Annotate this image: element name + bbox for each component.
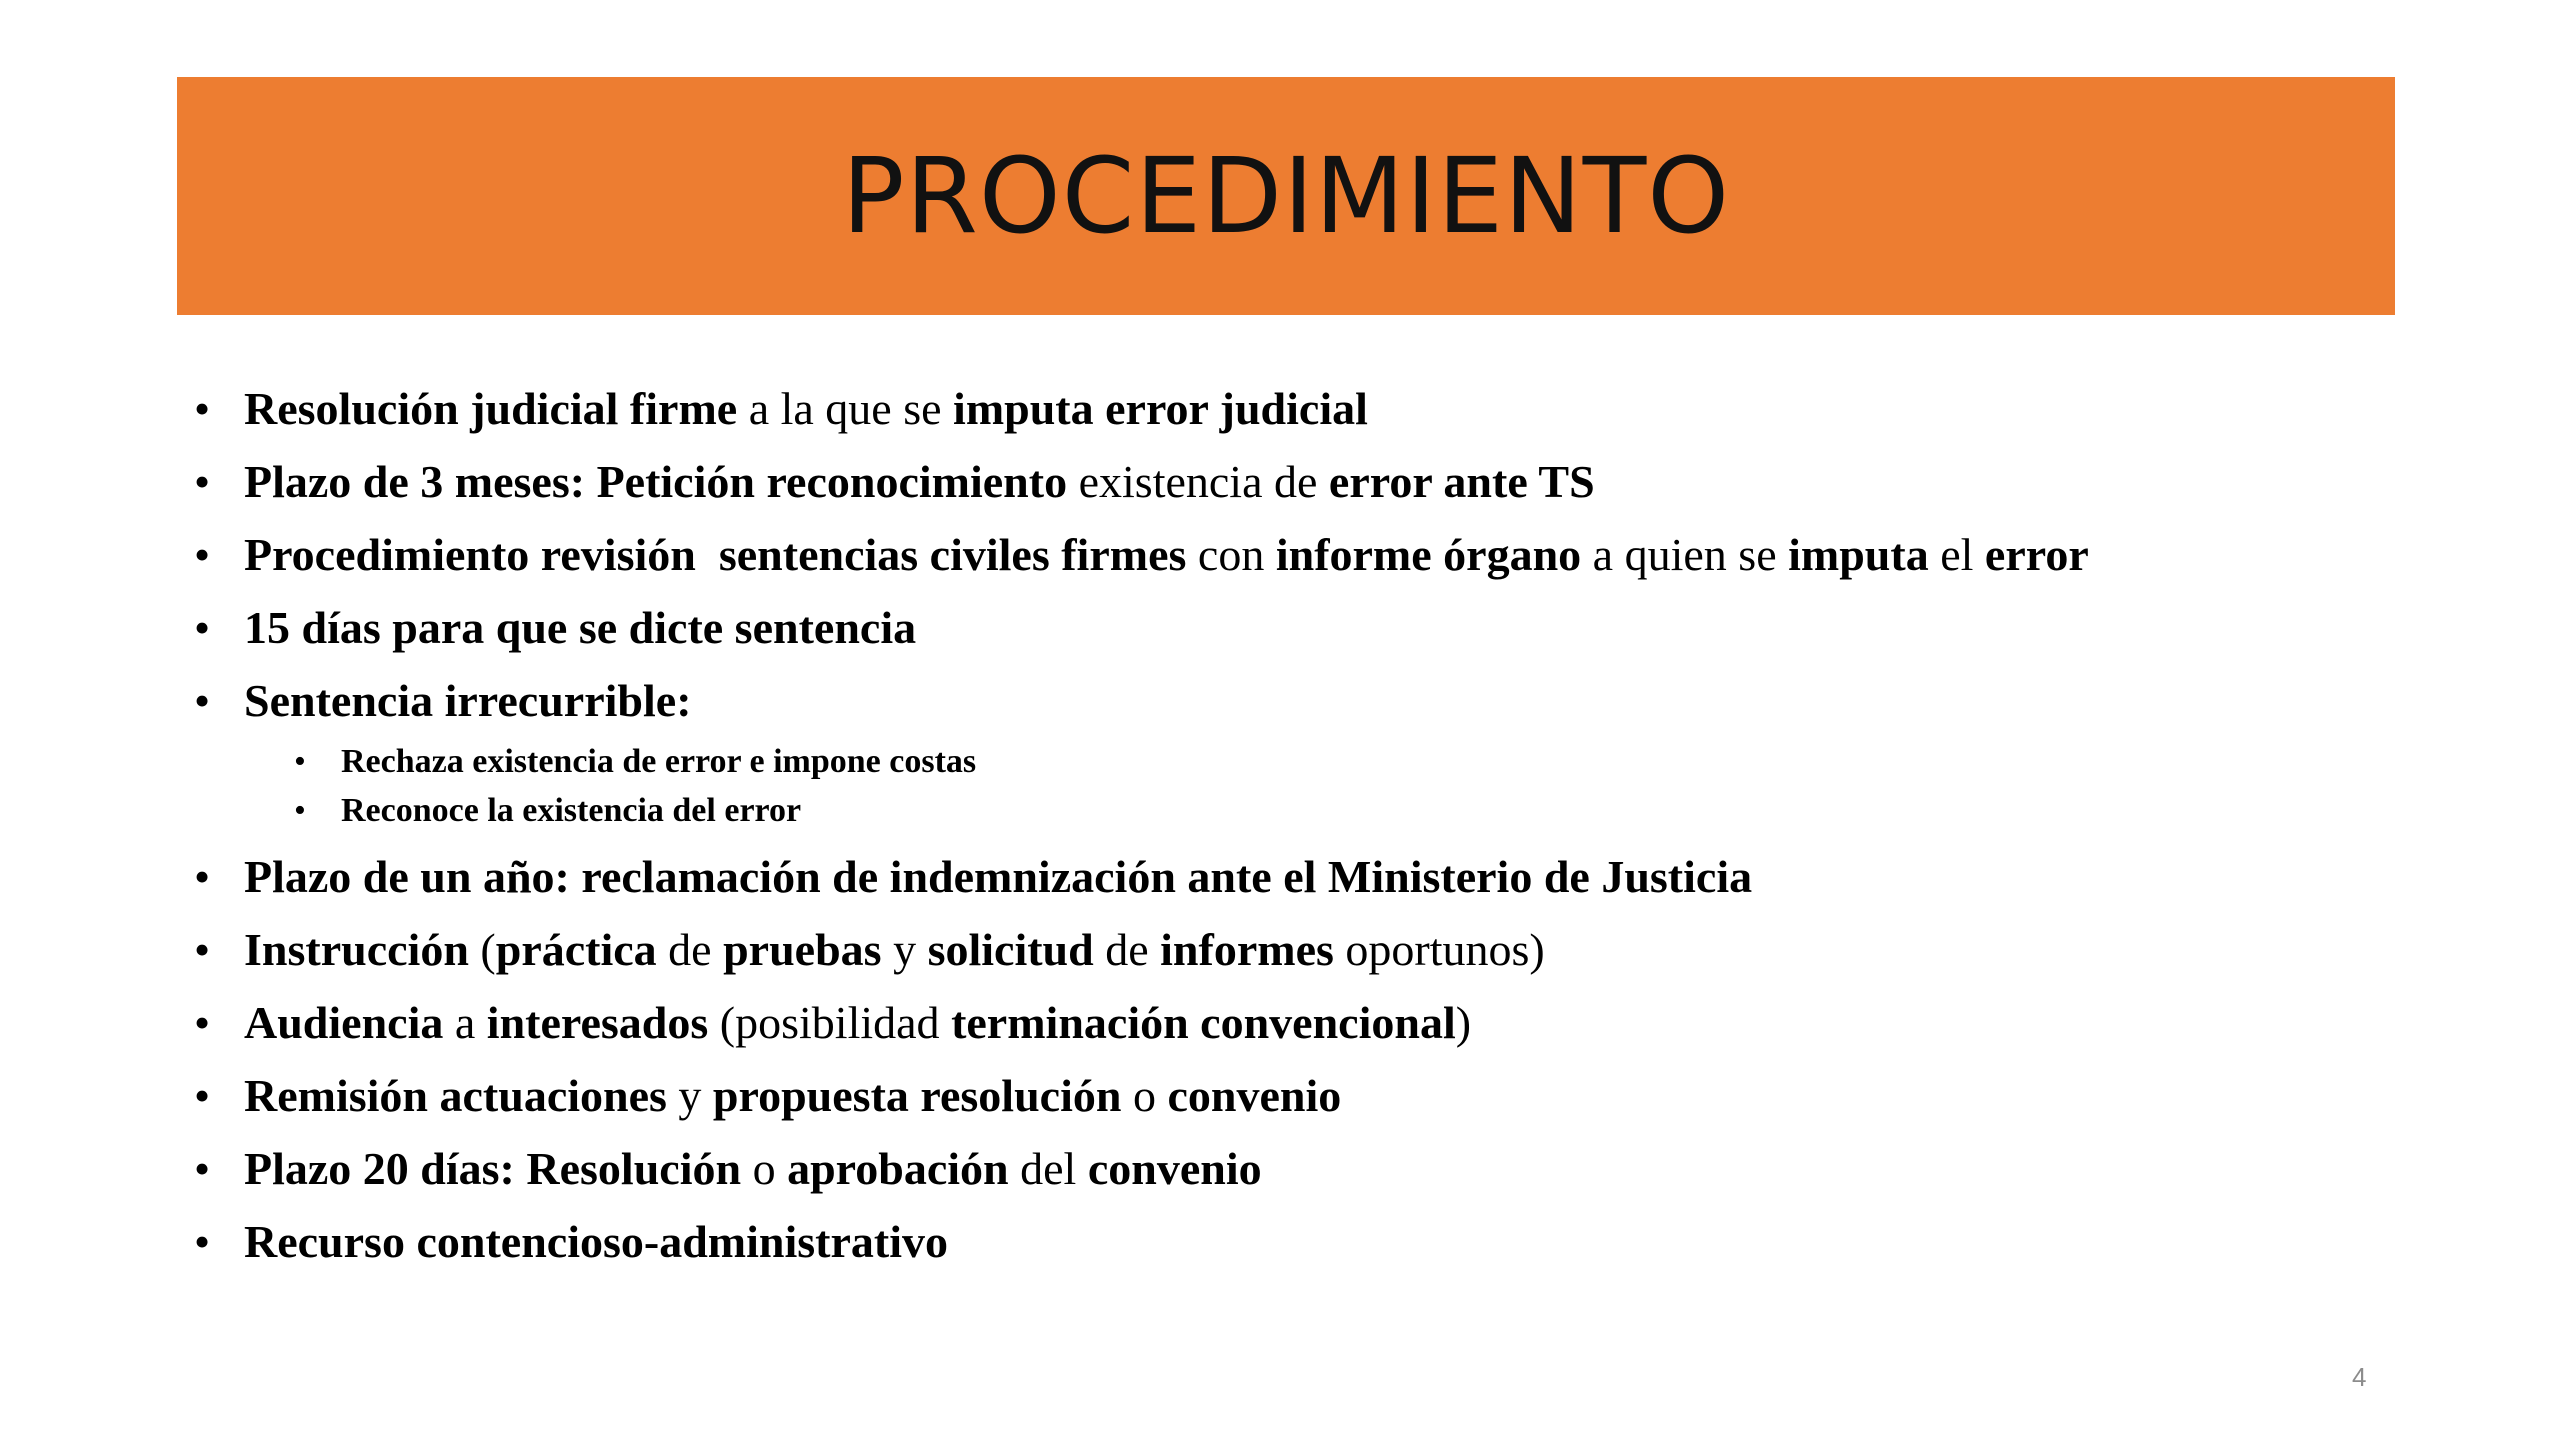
text-segment: a la que se [737,383,954,434]
text-segment: con [1186,529,1276,580]
bold-text-segment: Instrucción [244,924,469,975]
bullet-icon: • [294,792,306,829]
title-banner [177,77,2395,315]
text-segment: de [656,924,724,975]
text-segment: ( [468,924,496,975]
text-segment: a [443,997,487,1048]
text-segment: ) [1455,997,1472,1048]
text-segment: existencia de [1067,456,1329,507]
bullet-icon: • [194,924,211,975]
bold-text-segment: informes [1160,924,1334,975]
slide-title: PROCEDIMIENTO [841,135,1731,257]
bold-text-segment: Recurso contencioso-administrativo [244,1216,948,1267]
bold-text-segment: Remisión actuaciones [244,1070,667,1121]
list-item [190,1205,2440,1278]
text-segment: y [881,924,928,975]
bold-text-segment: convenio [1087,1143,1262,1194]
list-item [190,1132,2440,1205]
bold-text-segment: Procedimiento revisión sentencias civiles firmes [244,529,1187,580]
bullet-icon: • [194,602,211,653]
text-segment: y [666,1070,713,1121]
bold-text-segment: terminación convencional [951,997,1456,1048]
bullet-icon: • [194,997,211,1048]
bold-text-segment: imputa error judicial [953,383,1368,434]
bold-text-segment: Plazo de 3 meses: Petición reconocimiento [244,456,1068,507]
text-segment: o [741,1143,788,1194]
bold-text-segment: 15 días para que se dicte sentencia [244,602,917,653]
list-item [190,840,2440,913]
text-segment: (posibilidad [708,997,952,1048]
bullet-icon: • [194,529,211,580]
list-item [190,445,2440,518]
text-segment: del [1008,1143,1088,1194]
bold-text-segment: Reconoce la existencia del error [341,792,802,829]
list-item [190,913,2440,986]
bold-text-segment: solicitud [927,924,1094,975]
bold-text-segment: error ante TS [1328,456,1595,507]
list-item [190,1059,2440,1132]
page-number: 4 [2352,1362,2367,1392]
text-segment: o [1121,1070,1168,1121]
list-item [190,518,2440,591]
bullet-icon: • [194,851,211,902]
bold-text-segment: Audiencia [244,997,444,1048]
bold-text-segment: convenio [1167,1070,1342,1121]
sub-list-item [190,737,2440,786]
bullet-icon: • [194,383,211,434]
bold-text-segment: imputa [1788,529,1929,580]
bullet-icon: • [194,1216,211,1267]
bold-text-segment: Rechaza existencia de error e impone costas [341,743,977,780]
sub-list-item [190,786,2440,835]
text-segment: de [1093,924,1161,975]
list-item [190,372,2440,445]
bullet-icon: • [294,743,306,780]
bold-text-segment: práctica [495,924,657,975]
text-segment: a quien se [1581,529,1789,580]
bold-text-segment: pruebas [723,924,882,975]
bold-text-segment: propuesta resolución [712,1070,1122,1121]
list-item [190,986,2440,1059]
list-item [190,591,2440,664]
bullet-icon: • [194,456,211,507]
list-item [190,664,2440,737]
bullet-icon: • [194,1070,211,1121]
bullet-icon: • [194,675,211,726]
bold-text-segment: Resolución judicial firme [244,383,738,434]
bold-text-segment: aprobación [787,1143,1009,1194]
bold-text-segment: informe órgano [1275,529,1582,580]
bold-text-segment: Plazo 20 días: Resolución [244,1143,742,1194]
bullet-icon: • [194,1143,211,1194]
bold-text-segment: Plazo de un año: reclamación de indemnización ante el Ministerio de Justicia [244,851,1753,902]
bullet-list [190,372,2440,1278]
bold-text-segment: interesados [486,997,709,1048]
text-segment: oportunos) [1333,924,1545,975]
bold-text-segment: Sentencia irrecurrible: [244,675,692,726]
text-segment: el [1928,529,1985,580]
bold-text-segment: error [1984,529,2089,580]
